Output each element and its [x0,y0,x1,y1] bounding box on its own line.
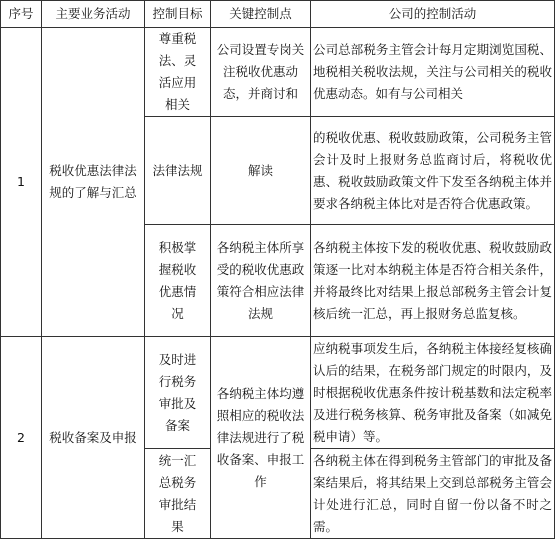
header-control: 公司的控制活动 [311,1,555,28]
activity-cell: 税收优惠法律法规的了解与汇总 [42,28,145,337]
header-no: 序号 [1,1,42,28]
control-cell: 公司总部税务主管会计每月定期浏览国税、地税相关税收法规，关注与公司相关的税收优惠动态。如有与公司相关 [311,28,555,117]
header-keypoint: 关键控制点 [211,1,311,28]
row-number: 2 [1,337,42,539]
control-cell: 应纳税事项发生后，各纳税主体接经复核确认后的结果，在税务部门规定的时限内，及时根据税收优惠条件按计税基数和法定税率及进行税务核算、税务审批及备案（如减免税申请）等。 [311,337,555,449]
keypoint-cell: 各纳税主体均遵照相应的税收法律法规进行了税收备案、申报工作 [211,337,311,539]
header-activity: 主要业务活动 [42,1,145,28]
control-cell: 各纳税主体按下发的税收优惠、税收鼓励政策逐一比对本纳税主体是否符合相关条件，并将最终比对结果上报总部税务主管会计复核后统一汇总，再上报财务总监复核。 [311,225,555,337]
header-row [1,1,555,28]
keypoint-cell: 解读 [211,117,311,225]
keypoint-cell: 公司设置专岗关注税收优惠动态，并商讨和 [211,28,311,117]
goal-cell: 尊重税法、灵活应用相关 [145,28,211,117]
goal-cell: 积极掌握税收优惠情况 [145,225,211,337]
keypoint-cell: 各纳税主体所享受的税收优惠政策符合相应法律法规 [211,225,311,337]
control-cell: 的税收优惠、税收鼓励政策，公司税务主管会计及时上报财务总监商讨后，将税收优惠、税收鼓励政策文件下发至各纳税主体并要求各纳税主体比对是否符合优惠政策。 [311,117,555,225]
goal-cell: 及时进行税务审批及备案 [145,337,211,449]
control-cell: 各纳税主体在得到税务主管部门的审批及备案结果后，将其结果上交到总部税务主管会计处进行汇总，同时自留一份以备不时之需。 [311,449,555,539]
goal-cell: 法律法规 [145,117,211,225]
header-goal: 控制目标 [145,1,211,28]
activity-cell: 税收备案及申报 [42,337,145,539]
table-row [1,337,555,449]
goal-cell: 统一汇总税务审批结果 [145,449,211,539]
row-number: 1 [1,28,42,337]
table-row [1,28,555,117]
